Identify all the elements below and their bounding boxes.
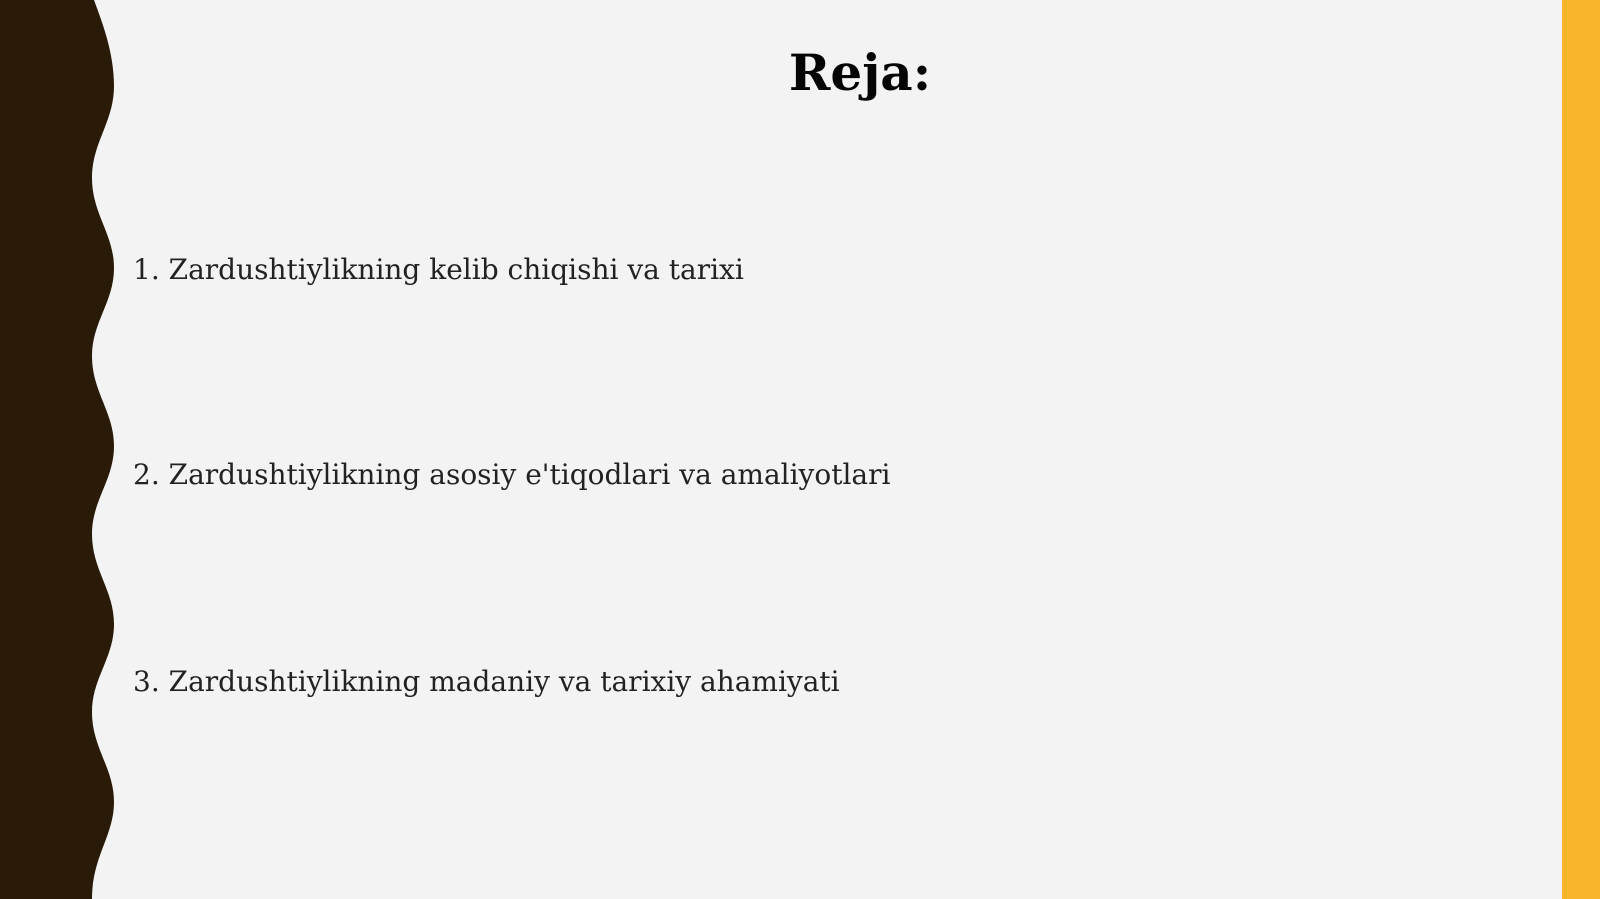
accent-stripe xyxy=(1562,0,1600,899)
slide-title: Reja: xyxy=(788,43,932,102)
wavy-left-band xyxy=(0,0,140,899)
wavy-band-shape xyxy=(0,0,114,899)
plan-item-3: 3. Zardushtiylikning madaniy va tarixiy ahamiyati xyxy=(133,665,840,698)
plan-item-1: 1. Zardushtiylikning kelib chiqishi va tarixi xyxy=(133,253,744,286)
plan-item-2: 2. Zardushtiylikning asosiy e'tiqodlari va amaliyotlari xyxy=(133,458,891,491)
